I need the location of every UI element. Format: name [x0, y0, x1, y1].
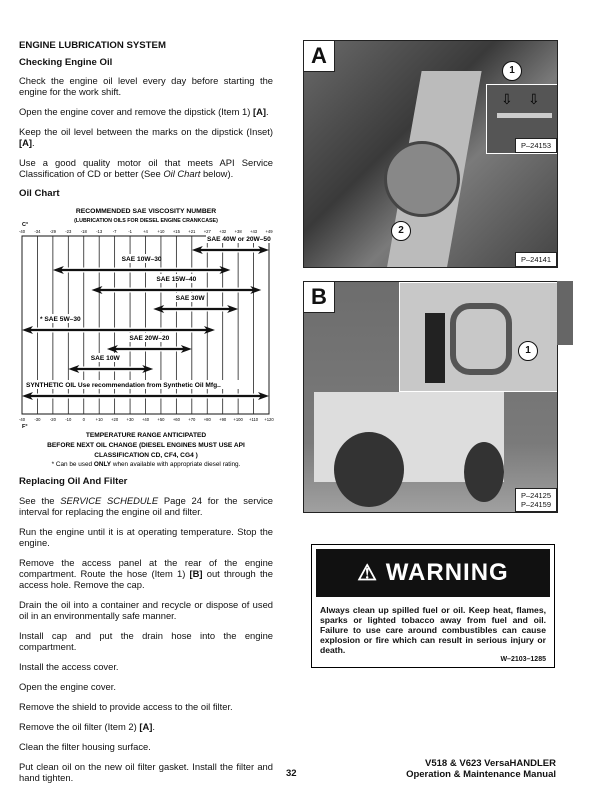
section-tab [557, 281, 573, 345]
c-tick-label: -7 [112, 229, 117, 234]
x-axis-label: BEFORE NEXT OIL CHANGE (DIESEL ENGINES MUST USE API [47, 442, 245, 449]
footnote-part: * Can be used [51, 461, 94, 468]
text: See the [19, 495, 61, 506]
paragraph: Check the engine oil level every day before starting the engine for the work shift. [19, 75, 273, 97]
paragraph: Install the access cover. [19, 661, 119, 672]
paragraph [19, 106, 273, 117]
schedule-ref: SERVICE SCHEDULE [60, 495, 159, 506]
warning-header [316, 549, 550, 597]
f-tick-label: +30 [126, 417, 134, 422]
paragraph [19, 157, 273, 179]
series-label: SAE 10W [90, 355, 120, 362]
f-tick-label: +70 [188, 417, 196, 422]
drain-hose-inset [399, 282, 558, 392]
series-label: SAE 20W–20 [129, 335, 170, 342]
photo-code: P–24159 [520, 500, 551, 509]
text: Page 24 for the service interval for replacing the engine oil and filter. [19, 495, 273, 517]
text: Remove the access panel at the rear of the engine compartment. Route the hose (Item 1) [19, 557, 273, 579]
callout-1: 1 [502, 61, 522, 81]
drain-hose [450, 303, 512, 375]
text: . [32, 137, 35, 148]
warning-triangle-icon: ⚠ [357, 560, 379, 585]
figure-label: A [304, 41, 335, 72]
checking-section [19, 57, 273, 199]
paragraph [19, 557, 273, 590]
text: . [266, 106, 269, 117]
c-tick-label: -13 [96, 229, 103, 234]
c-tick-label: +4 [143, 229, 148, 234]
c-tick-label: -34 [34, 229, 41, 234]
f-tick-label: -40 [18, 417, 26, 422]
photo-code: P–24125 [520, 491, 551, 500]
series-label: SAE 30W [175, 295, 205, 302]
c-tick-label: +10 [157, 229, 165, 234]
warning-text: Always clean up spilled fuel or oil. Keep heat, flames, sparks or lighted tobacco away from fuel and oil. Failure to use care around combustibles can cause explosion or fire which can result in serious injury or death. [320, 605, 546, 655]
c-tick-label: -1 [128, 229, 132, 234]
text: Open the engine cover and remove the dipstick (Item 1) [19, 106, 253, 117]
footer-manual: Operation & Maintenance Manual [406, 769, 556, 780]
text: . [152, 721, 155, 732]
text: Remove the oil filter (Item 2) [19, 721, 140, 732]
fahrenheit-unit: F° [22, 424, 28, 430]
figure-ref: [A] [139, 721, 153, 732]
f-tick-label: +10 [95, 417, 103, 422]
c-tick-label: +49 [265, 229, 273, 234]
series-label: SAE 10W–30 [121, 256, 162, 263]
series-label: SAE 40W or 20W–50 [207, 236, 271, 243]
paragraph [19, 126, 273, 148]
chart-footnote [52, 461, 241, 468]
dipstick [497, 113, 552, 118]
chart-title: RECOMMENDED SAE VISCOSITY NUMBER [75, 208, 217, 215]
paragraph: Open the engine cover. [19, 681, 116, 692]
dipstick-inset [486, 84, 558, 154]
figure-b-photo [303, 281, 558, 513]
figure-ref: [A] [19, 137, 33, 148]
f-tick-label: +90 [219, 417, 227, 422]
text: out through the access hole. Remove the cap. [19, 568, 273, 590]
inset-photo-code: P–24153 [515, 138, 557, 153]
paragraph: Remove the shield to provide access to the oil filter. [19, 701, 233, 712]
chart-subtitle: (LUBRICATION OILS FOR DIESEL ENGINE CRANKCASE) [74, 218, 218, 224]
replacing-section [19, 476, 273, 792]
series-label: SYNTHETIC OIL Use recommendation from Synthetic Oil Mfg.. [26, 382, 221, 389]
arrow-down-icon: ⇩ [528, 91, 540, 107]
f-tick-label: -30 [34, 417, 41, 422]
figure-a-photo [303, 40, 558, 268]
photo-codes [515, 488, 557, 512]
f-tick-label: +80 [203, 417, 211, 422]
c-tick-label: +27 [203, 229, 211, 234]
engine-part [425, 313, 445, 383]
section-title: ENGINE LUBRICATION SYSTEM [19, 40, 166, 51]
figure-ref: [A] [252, 106, 266, 117]
text: below). [200, 168, 234, 179]
c-tick-label: +38 [234, 229, 242, 234]
oil-chart-title: Oil Chart [19, 188, 60, 199]
callout-1: 1 [518, 341, 538, 361]
photo-code: P–24141 [515, 252, 557, 267]
checking-title: Checking Engine Oil [19, 57, 113, 68]
footnote-part: ONLY [93, 461, 112, 468]
paragraph: Install cap and put the drain hose into the engine compartment. [19, 630, 273, 652]
f-tick-label: +120 [264, 417, 274, 422]
c-tick-label: +32 [219, 229, 227, 234]
f-tick-label: +100 [233, 417, 243, 422]
f-tick-label: +110 [249, 417, 259, 422]
wheel-rear [464, 442, 504, 502]
replacing-title: Replacing Oil And Filter [19, 476, 128, 487]
series-label: SAE 15W–40 [156, 276, 197, 283]
c-tick-label: +43 [250, 229, 258, 234]
page-number: 32 [286, 768, 297, 779]
paragraph: Put clean oil on the new oil filter gasket. Install the filter and hand tighten. [19, 761, 273, 783]
c-tick-label: -29 [49, 229, 56, 234]
arrow-down-icon: ⇩ [501, 91, 513, 107]
footer-model: V518 & V623 VersaHANDLER [425, 758, 556, 769]
c-tick-label: +15 [172, 229, 180, 234]
f-tick-label: +40 [141, 417, 150, 422]
chart-ref: Oil Chart [163, 168, 201, 179]
paragraph [19, 721, 273, 732]
warning-code: W–2103–1285 [500, 656, 546, 663]
c-tick-label: -23 [65, 229, 72, 234]
paragraph: Drain the oil into a container and recycle or dispose of used oil in an environmentally safe manner. [19, 599, 273, 621]
celsius-unit: C° [22, 222, 29, 228]
f-tick-label: 0 [82, 417, 85, 422]
text: Keep the oil level between the marks on the dipstick (Inset) [19, 126, 273, 137]
paragraph: Clean the filter housing surface. [19, 741, 151, 752]
warning-title: WARNING [385, 559, 509, 586]
callout-2: 2 [391, 221, 411, 241]
figure-ref: [B] [189, 568, 203, 579]
figure-label: B [304, 282, 335, 313]
f-tick-label: +50 [157, 417, 165, 422]
c-tick-label: +21 [188, 229, 196, 234]
footer-title [406, 758, 556, 780]
c-tick-label: -18 [80, 229, 87, 234]
f-tick-label: -10 [65, 417, 72, 422]
wheel-front [334, 432, 404, 507]
x-axis-label: TEMPERATURE RANGE ANTICIPATED [85, 432, 207, 439]
engine-pulley [384, 141, 460, 217]
series-label: * SAE 5W–30 [40, 316, 81, 323]
paragraph: Run the engine until it is at operating temperature. Stop the engine. [19, 526, 273, 548]
x-axis-label: CLASSIFICATION CD, CF4, CG4 ) [94, 452, 198, 459]
warning-box [311, 544, 555, 668]
footnote-part: when available with appropriate diesel rating. [111, 461, 241, 468]
f-tick-label: +60 [172, 417, 180, 422]
f-tick-label: -20 [49, 417, 56, 422]
text: Use a good quality motor oil that meets API Service Classification of CD or better (See [19, 157, 273, 179]
oil-viscosity-chart [18, 204, 274, 472]
paragraph [19, 495, 273, 517]
f-tick-label: +20 [111, 417, 119, 422]
c-tick-label: -40 [18, 229, 26, 234]
